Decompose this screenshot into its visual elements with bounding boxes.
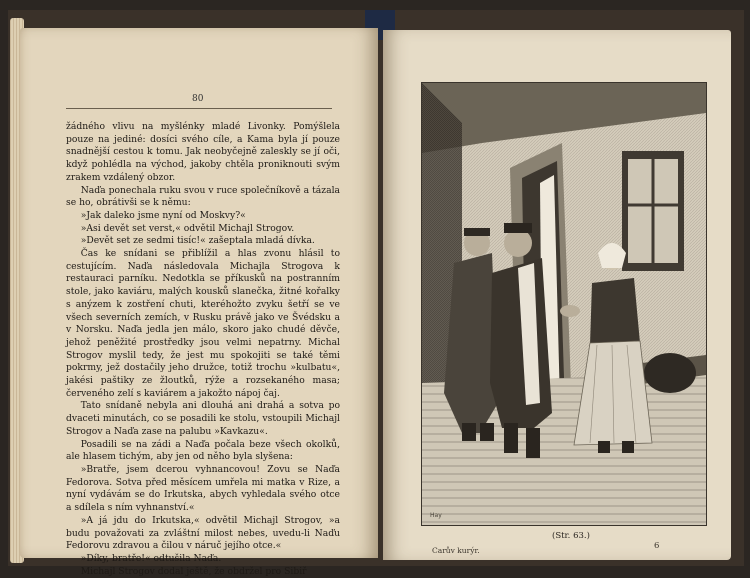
paragraph: »Jak daleko jsme nyní od Moskvy?« [80,209,246,221]
paragraph: žádného vlivu na myšlénky mladé Livonky. Pomýšlela pouze na jediné: dosíci svého cíle, a Kama byla jí pouze snadnější cestou k tomu. Jak neobyčejně zaleskly se jí oči, když pohlédla na východ, jakoby chtěla proniknouti svým zrakem vzdálený obzor. [66,121,340,183]
paragraph: »A já jdu do Irkutska,« odvětil Michajl Strogov, »a budu považovati za zvláštní milost nebes, uvedu-li Naďu Fedorovu zdravou a čilou v náruč jejího otce.« [66,514,340,552]
paragraph: Naďa ponechala ruku svou v ruce společníkově a tázala se ho, obrátivši se k němu: [66,184,340,209]
artist-signature: Hay [430,512,442,519]
page-footer-title: Carův kurýr. [432,546,480,555]
paragraph: Posadili se na zádi a Naďa počala beze všech okolků, ale hlasem tichým, aby jen od něho byla slyšena: [66,438,340,463]
body-text [66,121,340,578]
engraving-illustration [421,82,707,526]
header-rule [66,108,332,109]
page-number: 80 [192,94,204,104]
paragraph: Tato snídaně nebyla ani dlouhá ani drahá a sotva po dvaceti minutách, co se posadili ke stolu, vstoupili Michajl Strogov a Naďa zase na palubu »Kavkazu«. [66,400,340,437]
signature-mark: 6 [654,541,660,551]
paragraph: Michajl Strogov dodal ještě, že obdržel pro Sibiř [80,565,307,577]
paragraph: Čas ke snídani se přiblížil a hlas zvonu hlásil to cestujícím. Naďa následovala Michajla Strogova k restauraci parníku. Nedotkla se příkusků na postranním stole, jako kaviáru, malých kousků slanečka, žitné kořalky s anýzem k zostření chuti, kteréhožto zvyku šetří se ve všech severních zemích, v Rusku právě jako ve Švédsku a v Norsku. Naďa jedla jen málo, skoro jako chudé děvče, jehož peněžité prostředky jsou velmi nepatrny. Michal Strogov myslil tedy, že jest mu spokojiti se také těmi pokrmy, jež dostačily jeho družce, totiž trochu »kulbatu«, jakési paštiky ze žloutků, rýže a rozsekaného masa; červeného zelí s kaviárem a jakožto nápoj čaj. [66,248,340,399]
illustration-caption: (Str. 63.) [552,531,590,541]
paragraph: »Devět set ze sedmi tisíc!« zašeptala mladá dívka. [80,235,315,247]
paragraph: »Díky, bratře!« odtušila Naďa. [80,552,222,564]
paragraph: »Bratře, jsem dcerou vyhnancovou! Zovu se Naďa Fedorova. Sotva před měsícem umřela mi matka v Rize, a nyní vydávám se do Irkutska, abych vyhledala svého otce a sdílela s ním vyhnanství.« [66,463,340,514]
engraving-drawing [422,83,706,525]
paragraph: »Asi devět set verst,« odvětil Michajl Strogov. [80,222,295,234]
